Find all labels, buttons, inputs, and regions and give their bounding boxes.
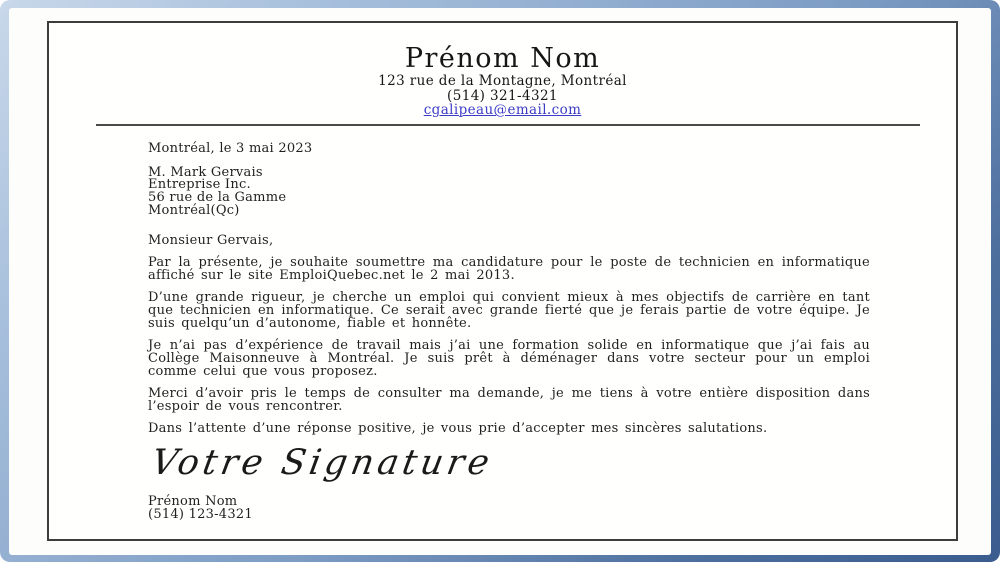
signature-block [148, 495, 870, 521]
recipient-line: Entreprise Inc. [148, 177, 251, 193]
body-paragraph: Merci d’avoir pris le temps de consulter ma demande, je me tiens à votre entière disposition dans l’espoir de vous rencontrer. [148, 385, 870, 414]
recipient-block [148, 164, 870, 218]
page-mat [9, 8, 991, 555]
letterhead [49, 23, 956, 118]
signature-phone: (514) 123-4321 [148, 506, 253, 522]
date-line: Montréal, le 3 mai 2023 [148, 140, 313, 156]
letter-body [49, 142, 956, 521]
letterhead-phone: (514) 321-4321 [447, 87, 558, 104]
header-rule [96, 124, 920, 126]
handwritten-signature: Votre Signature [148, 442, 497, 483]
salutation: Monsieur Gervais, [148, 232, 274, 248]
letterhead-name: Prénom Nom [404, 43, 601, 74]
body-paragraph: D’une grande rigueur, je cherche un emploi qui convient mieux à mes objectifs de carrière en tant que technicien en informatique. Ce serait avec grande fierté que je ferais partie de votre équipe. Je suis quelqu’un d’autonome, fiable et honnête. [148, 289, 870, 331]
letterhead-address: 123 rue de la Montagne, Montréal [378, 73, 627, 89]
email-link[interactable]: cgalipeau@email.com [423, 102, 582, 118]
body-paragraph: Je n’ai pas d’expérience de travail mais j’ai une formation solide en informatique que j’ai fais au Collège Maisonneuve à Montréal. Je suis prêt à déménager dans votre secteur pour un emploi comme celui que vous proposez. [148, 337, 870, 379]
body-paragraph: Par la présente, je souhaite soumettre ma candidature pour le poste de technicien en informatique affiché sur le site EmploiQuebec.net le 2 mai 2013. [148, 254, 870, 283]
recipient-line: 56 rue de la Gamme [148, 190, 287, 206]
recipient-line: Montréal(Qc) [148, 202, 240, 218]
recipient-line: M. Mark Gervais [148, 164, 263, 180]
letter-page [47, 21, 958, 541]
body-paragraph: Dans l’attente d’une réponse positive, je vous prie d’accepter mes sincères salutations. [148, 420, 768, 436]
signature-name: Prénom Nom [148, 493, 238, 509]
letterhead-email-row [49, 104, 956, 118]
